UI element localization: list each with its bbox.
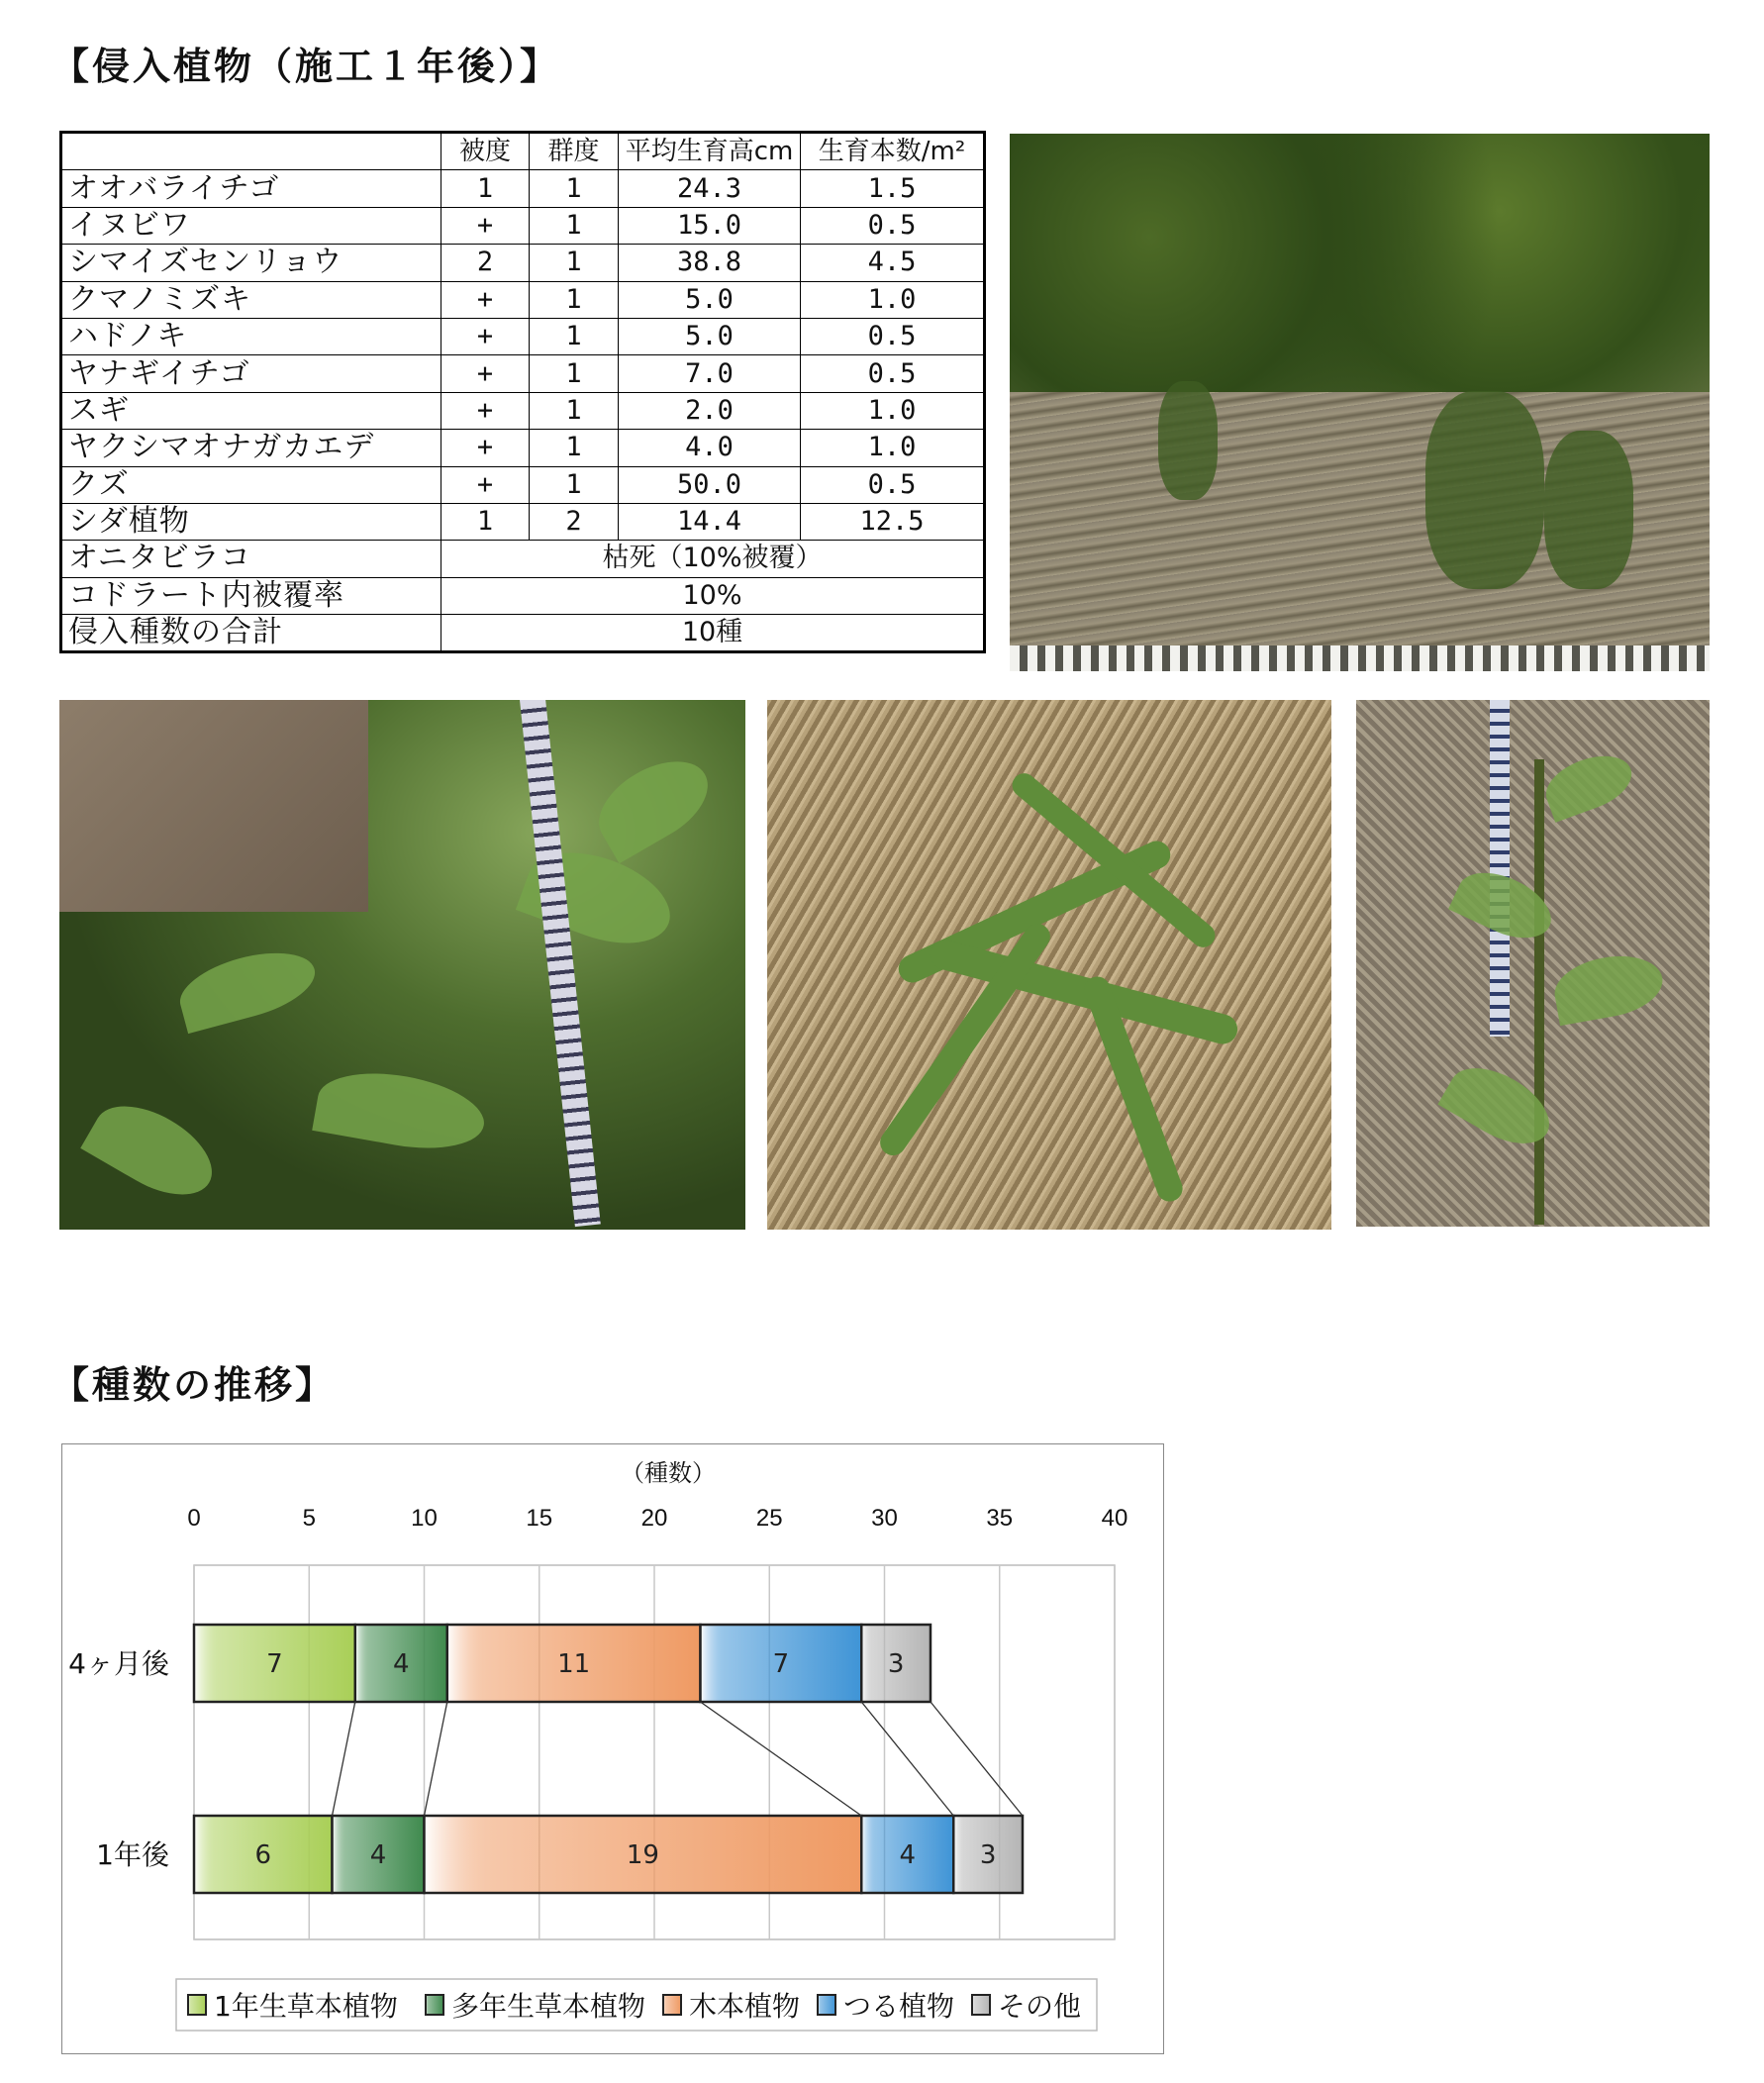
value-cell: 5.0	[619, 318, 801, 354]
table-header-cell: 被度	[441, 133, 530, 170]
table-row	[61, 281, 985, 318]
species-name-cell: ヤナギイチゴ	[61, 355, 441, 392]
data-label: 3	[979, 1840, 997, 1870]
chart-canvas	[62, 1444, 1163, 2053]
data-label: 19	[626, 1840, 659, 1870]
value-cell: 2	[441, 245, 530, 281]
value-cell: 1	[441, 503, 530, 540]
value-cell: 1	[530, 355, 619, 392]
value-cell: 15.0	[619, 207, 801, 244]
bare-ground	[59, 700, 368, 912]
value-cell: 4.5	[801, 245, 985, 281]
vegetation-patch	[1425, 391, 1544, 589]
category-label: 4ヶ月後	[68, 1647, 169, 1680]
leaf-shape	[585, 744, 723, 864]
table-row	[61, 318, 985, 354]
x-tick-label: 40	[1101, 1505, 1128, 1532]
value-cell: +	[441, 392, 530, 429]
value-cell: 1	[530, 170, 619, 207]
value-cell: +	[441, 355, 530, 392]
data-label: 7	[772, 1649, 790, 1679]
data-label: 7	[266, 1649, 283, 1679]
value-cell: 1.0	[801, 281, 985, 318]
leaf-shape	[173, 941, 323, 1034]
species-name-cell: シマイズセンリョウ	[61, 245, 441, 281]
legend-swatch	[972, 1995, 990, 2015]
value-cell: 0.5	[801, 355, 985, 392]
table-header-cell: 平均生育高cm	[619, 133, 801, 170]
legend-swatch	[818, 1995, 835, 2015]
data-label: 3	[887, 1649, 905, 1679]
data-label: 4	[369, 1840, 387, 1870]
x-tick-label: 15	[526, 1505, 553, 1532]
legend-label: 1年生草本植物	[214, 1990, 398, 2023]
table-row	[61, 615, 985, 652]
mat-edge	[1010, 645, 1710, 671]
value-cell: +	[441, 207, 530, 244]
value-cell: 1	[530, 281, 619, 318]
legend-swatch	[426, 1995, 443, 2015]
value-cell: 1	[441, 170, 530, 207]
value-cell: 1.5	[801, 170, 985, 207]
value-cell: 1.0	[801, 392, 985, 429]
species-name-cell: シダ植物	[61, 503, 441, 540]
species-name-cell: クズ	[61, 466, 441, 503]
x-tick-label: 25	[755, 1505, 783, 1532]
table-row	[61, 245, 985, 281]
legend-label: つる植物	[843, 1990, 955, 2023]
data-label: 4	[899, 1840, 917, 1870]
photo-plant-closeup-1	[59, 700, 745, 1230]
merged-value-cell: 枯死（10%被覆）	[441, 541, 985, 577]
value-cell: 2.0	[619, 392, 801, 429]
photo-slope-overview	[1010, 134, 1710, 671]
value-cell: 0.5	[801, 466, 985, 503]
table-header-cell: 群度	[530, 133, 619, 170]
value-cell: 1	[530, 318, 619, 354]
leaf-shape	[80, 1088, 227, 1213]
species-name-cell: イヌビワ	[61, 207, 441, 244]
value-cell: 1	[530, 207, 619, 244]
value-cell: 2	[530, 503, 619, 540]
row-label-cell: コドラート内被覆率	[61, 577, 441, 614]
value-cell: 1	[530, 392, 619, 429]
row-label-cell: オニタビラコ	[61, 541, 441, 577]
value-cell: 1.0	[801, 430, 985, 466]
value-cell: 38.8	[619, 245, 801, 281]
merged-value-cell: 10種	[441, 615, 985, 652]
species-name-cell: クマノミズキ	[61, 281, 441, 318]
value-cell: +	[441, 466, 530, 503]
x-tick-label: 0	[187, 1505, 201, 1532]
legend-label: 多年生草本植物	[451, 1990, 646, 2023]
legend-label: その他	[998, 1990, 1082, 2023]
table-row	[61, 170, 985, 207]
value-cell: 1	[530, 466, 619, 503]
x-tick-label: 5	[302, 1505, 316, 1532]
heading-species-trend: 【種数の推移】	[51, 1363, 337, 1407]
table-row	[61, 207, 985, 244]
value-cell: 24.3	[619, 170, 801, 207]
merged-value-cell: 10%	[441, 577, 985, 614]
vegetation-patch	[1544, 431, 1633, 589]
data-label: 4	[392, 1649, 410, 1679]
measuring-staff	[1490, 700, 1510, 1037]
value-cell: +	[441, 318, 530, 354]
value-cell: 4.0	[619, 430, 801, 466]
data-label: 11	[557, 1649, 591, 1679]
table-header-cell	[61, 133, 441, 170]
table-row	[61, 466, 985, 503]
species-name-cell: スギ	[61, 392, 441, 429]
value-cell: 7.0	[619, 355, 801, 392]
measuring-staff	[520, 700, 601, 1227]
vegetation-area	[1010, 134, 1710, 392]
photo-plant-closeup-2	[767, 700, 1331, 1230]
value-cell: 50.0	[619, 466, 801, 503]
value-cell: 0.5	[801, 318, 985, 354]
plant-stem	[1534, 759, 1544, 1225]
photo-plant-closeup-3	[1356, 700, 1710, 1227]
leaf-shape	[1550, 948, 1668, 1026]
value-cell: 12.5	[801, 503, 985, 540]
leaf-shape	[1538, 745, 1639, 823]
table-row	[61, 503, 985, 540]
table-row	[61, 541, 985, 577]
data-label: 6	[254, 1840, 272, 1870]
heading-invasive-plants: 【侵入植物（施工１年後）】	[51, 45, 561, 88]
value-cell: +	[441, 430, 530, 466]
leaf-shape	[312, 1062, 490, 1159]
value-cell: 5.0	[619, 281, 801, 318]
value-cell: 14.4	[619, 503, 801, 540]
value-cell: 1	[530, 245, 619, 281]
table-row	[61, 577, 985, 614]
species-name-cell: ヤクシマオナガカエデ	[61, 430, 441, 466]
vegetation-patch	[1158, 381, 1218, 500]
x-tick-label: 20	[640, 1505, 668, 1532]
value-cell: 0.5	[801, 207, 985, 244]
invasive-plant-table	[59, 131, 986, 653]
table-header-cell: 生育本数/m²	[801, 133, 985, 170]
row-label-cell: 侵入種数の合計	[61, 615, 441, 652]
value-cell: 1	[530, 430, 619, 466]
table-row	[61, 430, 985, 466]
legend-swatch	[188, 1995, 206, 2015]
table-row	[61, 355, 985, 392]
species-trend-chart	[61, 1443, 1164, 2054]
legend-swatch	[663, 1995, 681, 2015]
table-header-row	[61, 133, 985, 170]
x-axis-label: （種数）	[621, 1460, 716, 1487]
x-tick-label: 35	[986, 1505, 1014, 1532]
species-name-cell: ハドノキ	[61, 318, 441, 354]
category-label: 1年後	[96, 1838, 169, 1871]
legend-label: 木本植物	[689, 1990, 801, 2023]
value-cell: +	[441, 281, 530, 318]
x-tick-label: 30	[871, 1505, 898, 1532]
species-name-cell: オオバライチゴ	[61, 170, 441, 207]
x-tick-label: 10	[411, 1505, 438, 1532]
table-row	[61, 392, 985, 429]
